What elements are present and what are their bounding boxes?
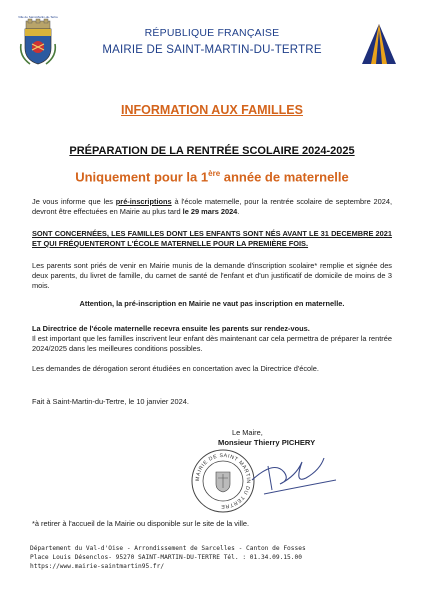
- p1-preinscriptions: pré-inscriptions: [115, 197, 172, 206]
- p1-part-e: .: [237, 206, 240, 216]
- town-crest-icon: [18, 14, 58, 70]
- paragraph-preinscriptions: [32, 197, 392, 217]
- paragraph-concernees: SONT CONCERNÉES, LES FAMILLES DONT LES ENFANTS SONT NÉS AVANT LE 31 DECEMBRE 2021 ET QUI FRÉQUENTERONT L'ÉCOLE MATERNELLE POUR LA PREMIÈRE FOIS.: [32, 229, 392, 248]
- p5-directrice: La Directrice de l'école maternelle recevra ensuite les parents sur rendez-vous.: [32, 324, 310, 333]
- handwritten-signature-icon: [244, 450, 344, 500]
- maternelle-subtitle: [0, 169, 424, 184]
- unique-suffix: année de maternelle: [220, 169, 349, 185]
- seal-text: MAIRIE DE SAINT MARTIN DU TERTRE: [194, 452, 252, 510]
- crest-caption: Ville de Saint-Martin-du-Tertre: [18, 15, 58, 19]
- paragraph-derogation: Les demandes de dérogation seront étudiées en concertation avec la Directrice d'école.: [32, 364, 319, 373]
- paragraph-documents: Les parents sont priés de venir en Mairie munis de la demande d'inscription scolaire* remplie et signée des deux parents, du livret de famille, du carnet de santé de l'enfant et d'un justificatif de domicile de moins de 3 mois.: [32, 261, 392, 290]
- paragraph-directrice: [32, 324, 392, 353]
- unique-prefix: Uniquement pour la 1: [75, 169, 209, 185]
- paragraph-attention: Attention, la pré-inscription en Mairie ne vaut pas inscription en maternelle.: [79, 299, 345, 308]
- mairie-heading: MAIRIE DE SAINT-MARTIN-DU-TERTRE: [102, 44, 322, 56]
- footnote: *à retirer à l'accueil de la Mairie ou disponible sur le site de la ville.: [32, 519, 250, 528]
- p1-part-c: à l'école maternelle, pour la rentrée scolaire de septembre 2024, devront être effectuées en Mairie au plus tard: [32, 197, 392, 216]
- signature-role: Le Maire,: [232, 428, 263, 437]
- unique-sup: ère: [208, 169, 221, 178]
- footer-website-link[interactable]: https://www.mairie-saintmartin95.fr/: [30, 563, 165, 570]
- p1-part-a: Je vous informe que les: [32, 197, 116, 206]
- preparation-title: PRÉPARATION DE LA RENTRÉE SCOLAIRE 2024-2025: [69, 145, 355, 157]
- republique-heading: RÉPUBLIQUE FRANÇAISE: [144, 27, 280, 39]
- p1-deadline: le 29 mars 2024: [182, 206, 238, 216]
- footer-line-address: Place Louis Désenclos- 95270 SAINT-MARTIN-DU-TERTRE Tél. : 01.34.09.15.00: [30, 554, 302, 561]
- information-title: INFORMATION AUX FAMILLES: [121, 103, 303, 117]
- footer-line-department: Département du Val-d'Oise - Arrondissement de Sarcelles - Canton de Fosses: [30, 545, 306, 552]
- p5-importance: Il est important que les familles inscrivent leur enfant dès maintenant car cela permettra de préparer la rentrée 2024/2025 dans les meilleures conditions possibles.: [32, 333, 392, 353]
- paragraph-date: Fait à Saint-Martin-du-Tertre, le 10 janvier 2024.: [32, 397, 189, 406]
- signature-name: Monsieur Thierry PICHERY: [218, 438, 316, 447]
